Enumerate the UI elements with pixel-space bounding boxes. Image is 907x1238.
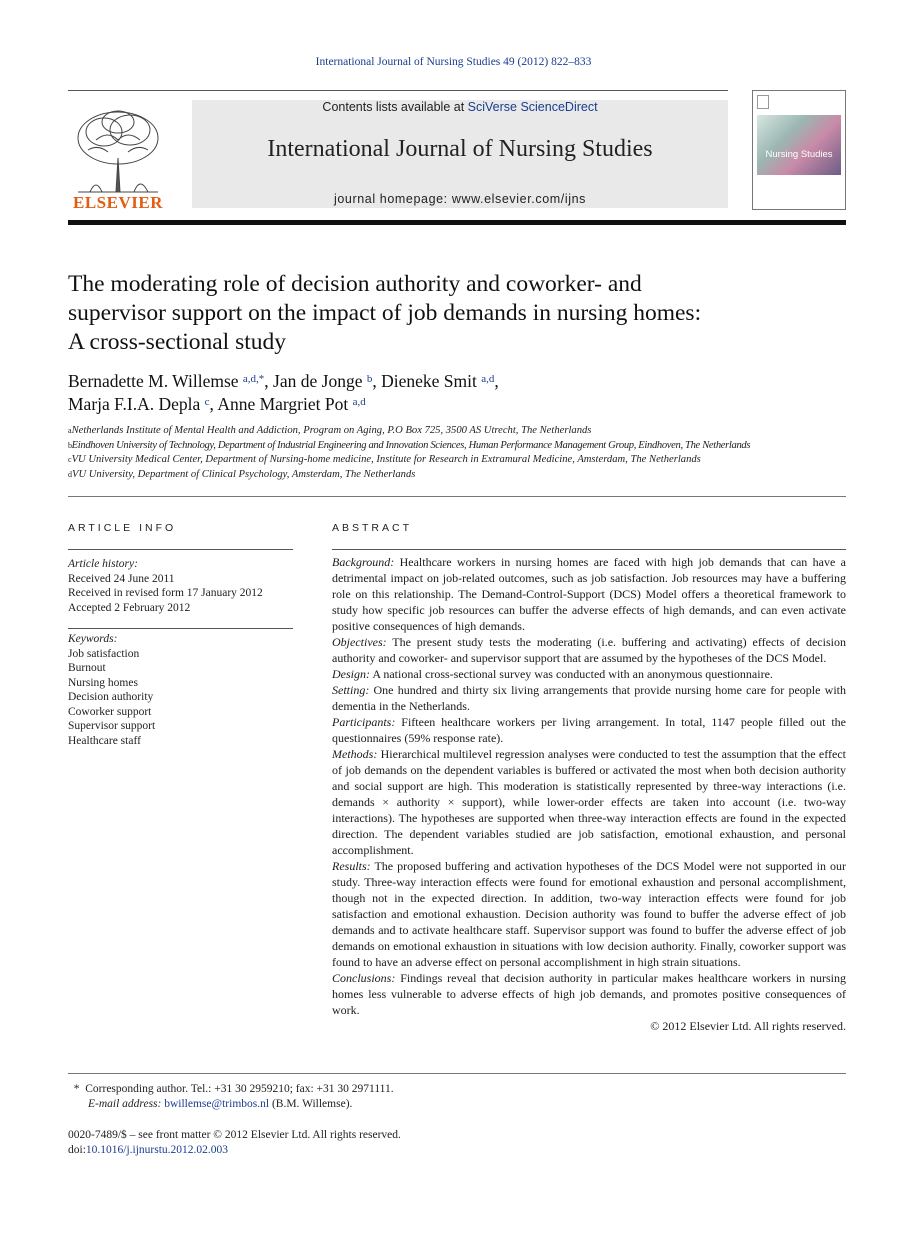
- affiliation-text: Netherlands Institute of Mental Health and Addiction, Program on Aging, P.O Box 725, 3500 AS Utrecht, The Netherlands: [71, 425, 592, 436]
- abstract-section-text: The proposed buffering and activation hypotheses of the DCS Model were not supported in our study. Three-way interaction effects were found for emotional exhaustion and personal accomplishment, though not in the expected direction. In addition, two-way interaction effects were found for job satisfaction and emotional exhaustion. Decision authority was found to buffer the adverse effect of job demands and to activate healthcare staff. Supervisor support was found to buffer the adverse effect of job demands on emotional exhaustion in situations with low decision authority. Finally, coworker support was found to have an adverse effect on personal accomplishment in high strain situations.: [332, 859, 846, 969]
- history-item: Accepted 2 February 2012: [68, 601, 191, 614]
- affiliation-item: [68, 453, 858, 468]
- author-affiliation-marks[interactable]: a,d: [481, 373, 495, 385]
- title-line: A cross-sectional study: [68, 329, 286, 355]
- abstract-body: [332, 554, 846, 1034]
- author-separator: ,: [372, 371, 382, 391]
- title-line: The moderating role of decision authority and coworker- and: [68, 271, 642, 297]
- copyright-notice: © 2012 Elsevier Ltd. All rights reserved.: [650, 1019, 846, 1033]
- abstract-heading: ABSTRACT: [332, 522, 413, 534]
- keyword-item: Job satisfaction: [68, 647, 140, 660]
- email-line: [68, 1097, 846, 1112]
- author-name[interactable]: Dieneke Smit: [381, 371, 477, 391]
- abstract-section: [332, 554, 846, 634]
- affiliation-mark: d: [68, 469, 72, 479]
- author-name[interactable]: Marja F.I.A. Depla: [68, 394, 201, 414]
- abstract-section-label: Methods:: [332, 747, 378, 761]
- keywords-list: [68, 632, 293, 748]
- header-divider: [68, 220, 846, 225]
- email-link[interactable]: bwillemse@trimbos.nl: [164, 1098, 270, 1110]
- article-history: [68, 557, 293, 615]
- history-label: Article history:: [68, 558, 138, 570]
- abstract-section: [332, 634, 846, 666]
- abstract-section-text: Healthcare workers in nursing homes are faced with high job demands that can have a detrimental impact on job-related outcomes, such as job satisfaction. Job resources may have a buffering role on this relationship. The Demand-Control-Support (DCS) Model offers a theoretical framework to study how specific job resources can buffer the adverse effects of high demands, and can even activate positive consequences of high demands.: [332, 555, 846, 633]
- author-separator: ,: [209, 394, 218, 414]
- author-affiliation-marks[interactable]: b: [366, 373, 373, 385]
- author-affiliation-marks[interactable]: c: [204, 396, 210, 408]
- author-name[interactable]: Jan de Jonge: [273, 371, 363, 391]
- affiliation-text: VU University Medical Center, Department of Nursing-home medicine, Institute for Research in Extramural Medicine, Amsterdam, The Netherlands: [71, 454, 701, 466]
- doi-line: [68, 1143, 846, 1158]
- abstract-section-label: Setting:: [332, 683, 370, 697]
- abstract-section: [332, 746, 846, 858]
- author-affiliation-marks[interactable]: a,d,*: [242, 373, 265, 385]
- abstract-section: [332, 970, 846, 1018]
- abstract-section-label: Design:: [332, 667, 370, 681]
- corresponding-author-footnote: [68, 1082, 846, 1112]
- author-separator: ,: [264, 371, 274, 391]
- affiliation-mark: b: [68, 440, 72, 450]
- abstract-section-text: A national cross-sectional survey was conducted with an anonymous questionnaire.: [372, 667, 773, 681]
- abstract-rule: [332, 549, 846, 550]
- abstract-section-label: Background:: [332, 555, 395, 569]
- journal-cover-thumbnail: [752, 90, 846, 210]
- article-title: [68, 270, 846, 357]
- affiliation-mark: c: [68, 455, 72, 465]
- keywords-rule: [68, 628, 293, 629]
- affiliation-text: Eindhoven University of Technology, Department of Industrial Engineering and Innovation Sciences, Human Performance Management Group, Eindhoven, The Netherlands: [71, 439, 751, 451]
- affiliation-list: [68, 424, 858, 482]
- sciencedirect-link[interactable]: SciVerse ScienceDirect: [467, 100, 598, 114]
- keywords-label: Keywords:: [68, 633, 118, 645]
- affiliation-mark: a: [68, 426, 72, 435]
- author-separator: ,: [494, 371, 499, 391]
- abstract-section: [332, 682, 846, 714]
- doi-link[interactable]: 10.1016/j.ijnurstu.2012.02.003: [85, 1144, 229, 1156]
- corresponding-text: Corresponding author. Tel.: +31 30 2959210; fax: +31 30 2971111.: [85, 1083, 394, 1095]
- abstract-section-label: Results:: [332, 859, 371, 873]
- abstract-section: [332, 714, 846, 746]
- keyword-item: Supervisor support: [68, 720, 156, 732]
- cover-art: [757, 115, 841, 175]
- abstract-section: [332, 858, 846, 970]
- journal-reference[interactable]: International Journal of Nursing Studies 49 (2012) 822–833: [315, 56, 592, 68]
- cover-title: Nursing Studies: [765, 149, 833, 160]
- title-line: supervisor support on the impact of job demands in nursing homes:: [68, 300, 702, 326]
- abstract-section-label: Objectives:: [332, 635, 387, 649]
- cover-logo-icon: [757, 95, 769, 109]
- article-info-heading: ARTICLE INFO: [68, 522, 177, 534]
- author-list: [68, 370, 846, 416]
- keyword-item: Coworker support: [68, 705, 152, 718]
- doi-prefix: doi:: [68, 1144, 86, 1156]
- journal-banner: [192, 100, 728, 208]
- abstract-section-label: Participants:: [332, 715, 396, 729]
- contents-prefix: Contents lists available at: [322, 100, 468, 114]
- history-item: Received in revised form 17 January 2012: [68, 587, 263, 599]
- front-matter: [68, 1128, 846, 1158]
- email-label: E-mail address:: [88, 1098, 162, 1110]
- author-name[interactable]: Anne Margriet Pot: [217, 394, 349, 414]
- keyword-item: Nursing homes: [68, 676, 138, 689]
- journal-title: International Journal of Nursing Studies: [267, 136, 653, 162]
- journal-homepage[interactable]: journal homepage: www.elsevier.com/ijns: [334, 192, 586, 206]
- affiliation-text: VU University, Department of Clinical Psychology, Amsterdam, The Netherlands: [72, 468, 416, 480]
- abstract-section-label: Conclusions:: [332, 971, 396, 985]
- issn-line: 0020-7489/$ – see front matter © 2012 Elsevier Ltd. All rights reserved.: [68, 1129, 401, 1141]
- publisher-name: ELSEVIER: [73, 193, 163, 212]
- corresponding-line: [68, 1082, 846, 1097]
- journal-header: [68, 90, 846, 210]
- abstract-section-text: One hundred and thirty six living arrangements that provide nursing home care for people with dementia in the Netherlands.: [332, 683, 846, 713]
- header-top-rule: [68, 90, 728, 91]
- affiliation-divider: [68, 496, 846, 497]
- affiliation-item: [68, 424, 858, 439]
- abstract-section-text: Findings reveal that decision authority in particular makes healthcare workers in nursing homes less vulnerable to adverse effects of high job demands, and promotes positive consequences of work.: [332, 971, 847, 1017]
- keyword-item: Decision authority: [68, 691, 154, 703]
- footnote-mark: *: [73, 1083, 80, 1095]
- history-item: Received 24 June 2011: [68, 572, 175, 585]
- abstract-section-text: Hierarchical multilevel regression analyses were conducted to test the assumption that the effect of job demands on the dependent variables is buffered or activated the most when both decision authority and social support are high. This moderation is statistically represented by three-way interactions (i.e. demands × authority × support), while lower-order effects are taken into account (i.e. two-way interactions). The hypotheses are supported when three-way interaction effects are found in the expected direction. The dependent variables studied are job satisfaction, emotional exhaustion, and personal accomplishment.: [332, 747, 846, 857]
- author-name[interactable]: Bernadette M. Willemse: [68, 371, 239, 391]
- abstract-section-text: The present study tests the moderating (i.e. buffering and activating) effects of decision authority and coworker- and supervisor support that are assumed by the hypotheses of the DCS Model.: [332, 635, 846, 665]
- keyword-item: Healthcare staff: [68, 734, 141, 747]
- author-affiliation-marks[interactable]: a,d: [352, 396, 366, 408]
- email-suffix: (B.M. Willemse).: [269, 1098, 353, 1110]
- keyword-item: Burnout: [68, 662, 106, 674]
- affiliation-item: [68, 468, 858, 483]
- abstract-section: [332, 666, 846, 682]
- abstract-section-text: Fifteen healthcare workers per living arrangement. In total, 1147 people filled out the questionnaires (59% response rate).: [332, 715, 847, 745]
- affiliation-item: [68, 439, 858, 454]
- contents-availability: [192, 100, 728, 114]
- article-info-rule: [68, 549, 293, 550]
- footnote-divider: [68, 1073, 846, 1074]
